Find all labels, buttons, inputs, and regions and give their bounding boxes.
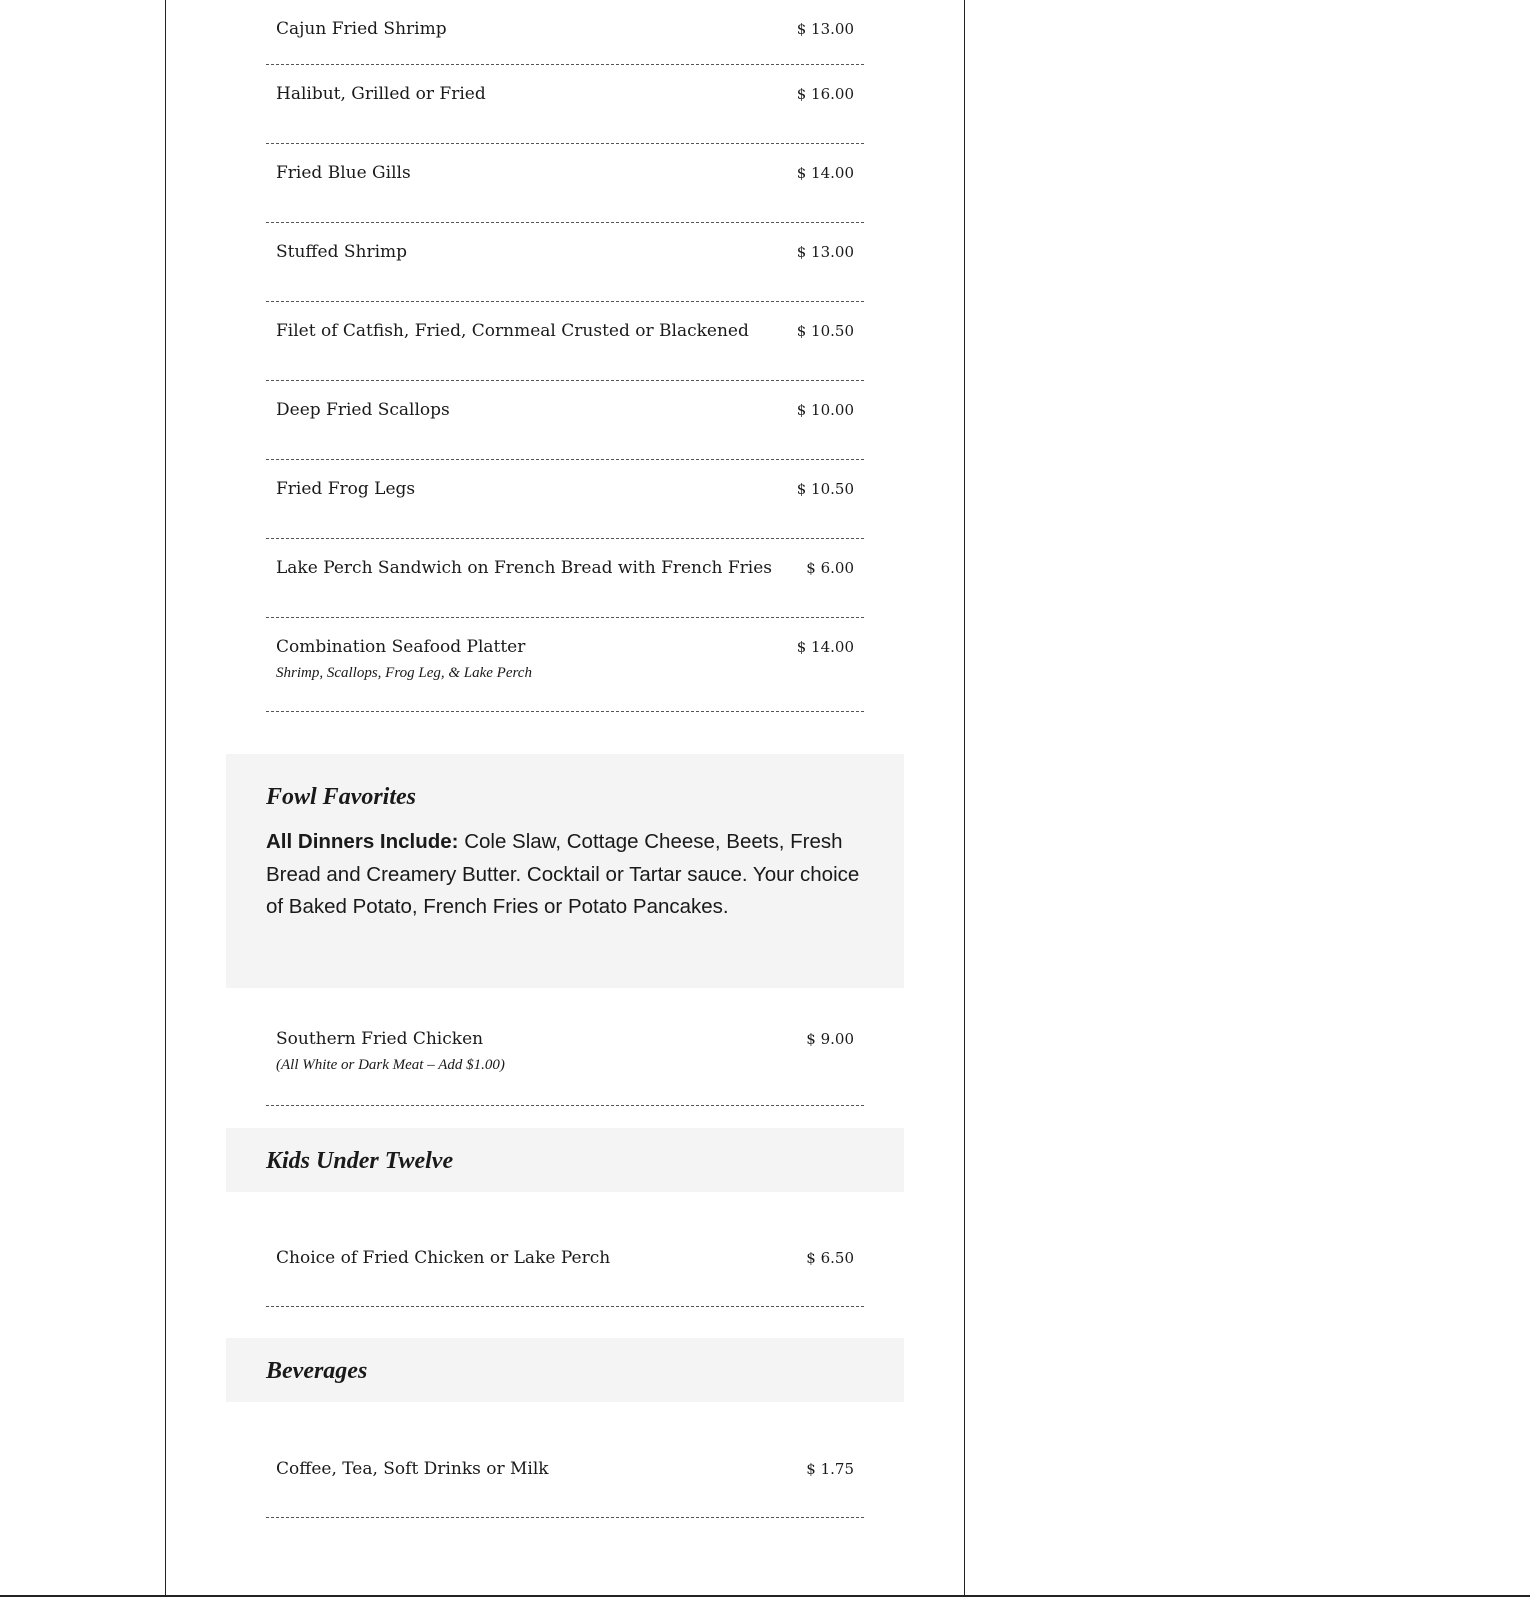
menu-item — [266, 1457, 864, 1518]
item-name: Coffee, Tea, Soft Drinks or Milk — [276, 1459, 549, 1479]
item-price: $ 6.50 — [806, 1249, 854, 1267]
section-note — [266, 826, 864, 924]
section-panel-kids — [226, 1128, 904, 1192]
left-border-line — [165, 0, 166, 1596]
item-name: Cajun Fried Shrimp — [276, 19, 447, 39]
item-price: $ 1.75 — [806, 1460, 854, 1478]
item-price: $ 9.00 — [806, 1030, 854, 1048]
item-name: Southern Fried Chicken — [276, 1029, 484, 1049]
menu-item — [266, 1246, 864, 1307]
item-price: $ 10.50 — [796, 322, 854, 340]
menu-item — [266, 302, 864, 381]
item-name: Choice of Fried Chicken or Lake Perch — [276, 1248, 611, 1268]
menu-item — [266, 618, 864, 712]
item-name: Halibut, Grilled or Fried — [276, 84, 486, 104]
menu-item — [266, 144, 864, 223]
item-name: Fried Blue Gills — [276, 163, 411, 183]
section-title: Fowl Favorites — [266, 784, 417, 810]
bottom-border-line — [0, 1595, 1530, 1597]
item-price: $ 14.00 — [796, 164, 854, 182]
right-border-line — [964, 0, 965, 1596]
item-price: $ 13.00 — [796, 20, 854, 38]
item-price: $ 6.00 — [806, 559, 854, 577]
section-panel-fowl — [226, 754, 904, 988]
menu-item — [266, 381, 864, 460]
item-price: $ 16.00 — [796, 85, 854, 103]
menu-item — [266, 0, 864, 65]
item-price: $ 10.50 — [796, 480, 854, 498]
item-name: Lake Perch Sandwich on French Bread with French Fries — [276, 558, 773, 578]
section-title: Beverages — [266, 1358, 368, 1384]
item-name: Filet of Catfish, Fried, Cornmeal Crusted or Blackened — [276, 321, 749, 341]
item-price: $ 14.00 — [796, 638, 854, 656]
section-note-label: All Dinners Include: — [266, 830, 459, 853]
section-note-text: Cole Slaw, Cottage Cheese, Beets, Fresh Bread and Creamery Butter. Cocktail or Tartar sauce. Your choice of Baked Potato, French Fries or Potato Pancakes. — [266, 830, 860, 918]
menu-item — [266, 65, 864, 144]
item-description: Shrimp, Scallops, Frog Leg, & Lake Perch — [276, 665, 532, 681]
item-description: (All White or Dark Meat – Add $1.00) — [276, 1057, 505, 1073]
menu-item — [266, 223, 864, 302]
item-name: Deep Fried Scallops — [276, 400, 450, 420]
section-title: Kids Under Twelve — [266, 1148, 454, 1174]
menu-item — [266, 539, 864, 618]
menu-item — [266, 460, 864, 539]
menu-item — [266, 1027, 864, 1106]
item-name: Combination Seafood Platter — [276, 637, 526, 657]
item-price: $ 10.00 — [796, 401, 854, 419]
section-panel-beverages — [226, 1338, 904, 1402]
item-price: $ 13.00 — [796, 243, 854, 261]
item-name: Fried Frog Legs — [276, 479, 416, 499]
menu-content — [226, 0, 904, 1518]
item-name: Stuffed Shrimp — [276, 242, 408, 262]
